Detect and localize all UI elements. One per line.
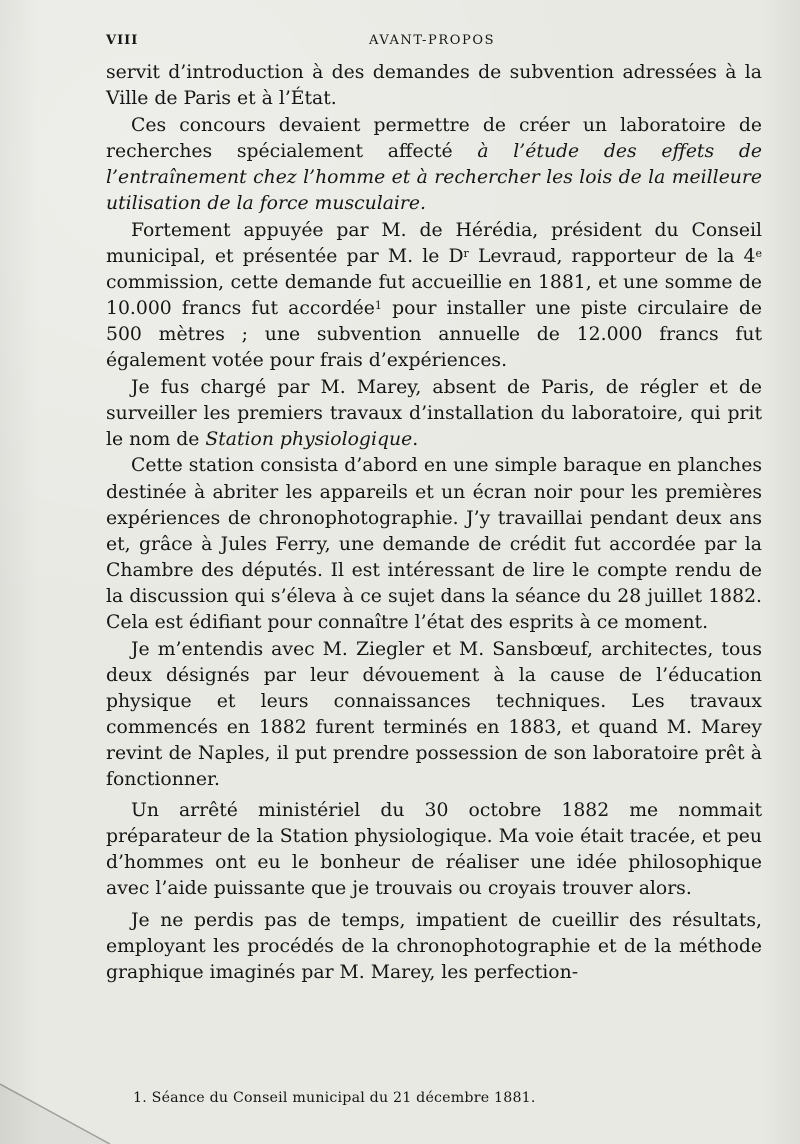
main-text: [106, 60, 762, 986]
paragraph-3-part-3: commission, cette demande fut accueillie en 1881, et une somme de 10.000 francs fut accordée: [106, 271, 762, 319]
paragraph-4: [106, 375, 762, 453]
page-number: VIII: [106, 33, 139, 48]
paragraph-7: Un arrêté ministériel du 30 octobre 1882 me nommait préparateur de la Station physiologique. Ma voie était tracée, et peu d’hommes ont eu le bonheur de réaliser une idée philosophique avec l’aide puissante que je trouvais ou croyais trouver alors.: [106, 800, 762, 900]
paragraph-2-italic: à l’étude des effets de l’entraînement chez l’homme et à rechercher les lois de la meilleure utilisation de la force musculaire.: [106, 140, 762, 214]
ordinal-superscript: e: [755, 246, 763, 260]
paragraph-2: [106, 113, 762, 217]
paragraph-3: [106, 218, 762, 375]
paragraph-1: servit d’introduction à des demandes de subvention adressées à la Ville de Paris et à l’État.: [106, 62, 762, 110]
paragraph-6: Je m’entendis avec M. Ziegler et M. Sansbœuf, architectes, tous deux désignés par leur dévouement à la cause de l’éducation physique et leurs connaissances techniques. Les travaux commencés en 1882 furent terminés en 1883, et quand M. Marey revint de Naples, il put prendre possession de son laboratoire prêt à fonctionner.: [106, 638, 762, 791]
paragraph-4-text: Je fus chargé par M. Marey, absent de Paris, de régler et de surveiller les premiers travaux d’installation du laboratoire, qui prit le nom de: [106, 376, 762, 450]
page-corner-fold: [0, 1034, 130, 1144]
paragraph-3-part-1: Fortement appuyée par M. de Hérédia, président du Conseil municipal, et présentée par M. le D: [106, 219, 762, 267]
paragraph-5: Cette station consista d’abord en une simple baraque en planches destinée à abriter les appareils et un écran noir pour les premières expériences de chronophotographie. J’y travaillai pendant deux ans et, grâce à Jules Ferry, une demande de crédit fut accordée par la Chambre des députés. Il est intéressant de lire le compte rendu de la discussion qui s’éleva à ce sujet dans la séance du 28 juillet 1882. Cela est édifiant pour connaître l’état des esprits à ce moment.: [106, 455, 762, 633]
station-name: Station physiologique: [205, 428, 413, 450]
paragraph-3-part-4: pour installer une piste circulaire de 500 mètres ; une subvention annuelle de 12.000 francs fut également votée pour frais d’expériences.: [106, 297, 763, 372]
footnote: 1. Séance du Conseil municipal du 21 décembre 1881.: [133, 1090, 536, 1106]
paragraph-2-text: Ces concours devaient permettre de créer un laboratoire de recherches spécialement affecté: [106, 114, 762, 162]
paragraph-4-punctuation: .: [412, 428, 419, 450]
paragraph-8: Je ne perdis pas de temps, impatient de cueillir des résultats, employant les procédés de la chronophotographie et de la méthode graphique imaginés par M. Marey, les perfection-: [106, 909, 762, 983]
paragraph-3-part-2: Levraud, rapporteur de la 4: [468, 245, 756, 267]
page-header: [106, 33, 756, 51]
doctor-superscript: r: [463, 246, 469, 260]
running-head: AVANT-PROPOS: [369, 33, 496, 48]
footnote-reference: 1: [374, 298, 382, 312]
